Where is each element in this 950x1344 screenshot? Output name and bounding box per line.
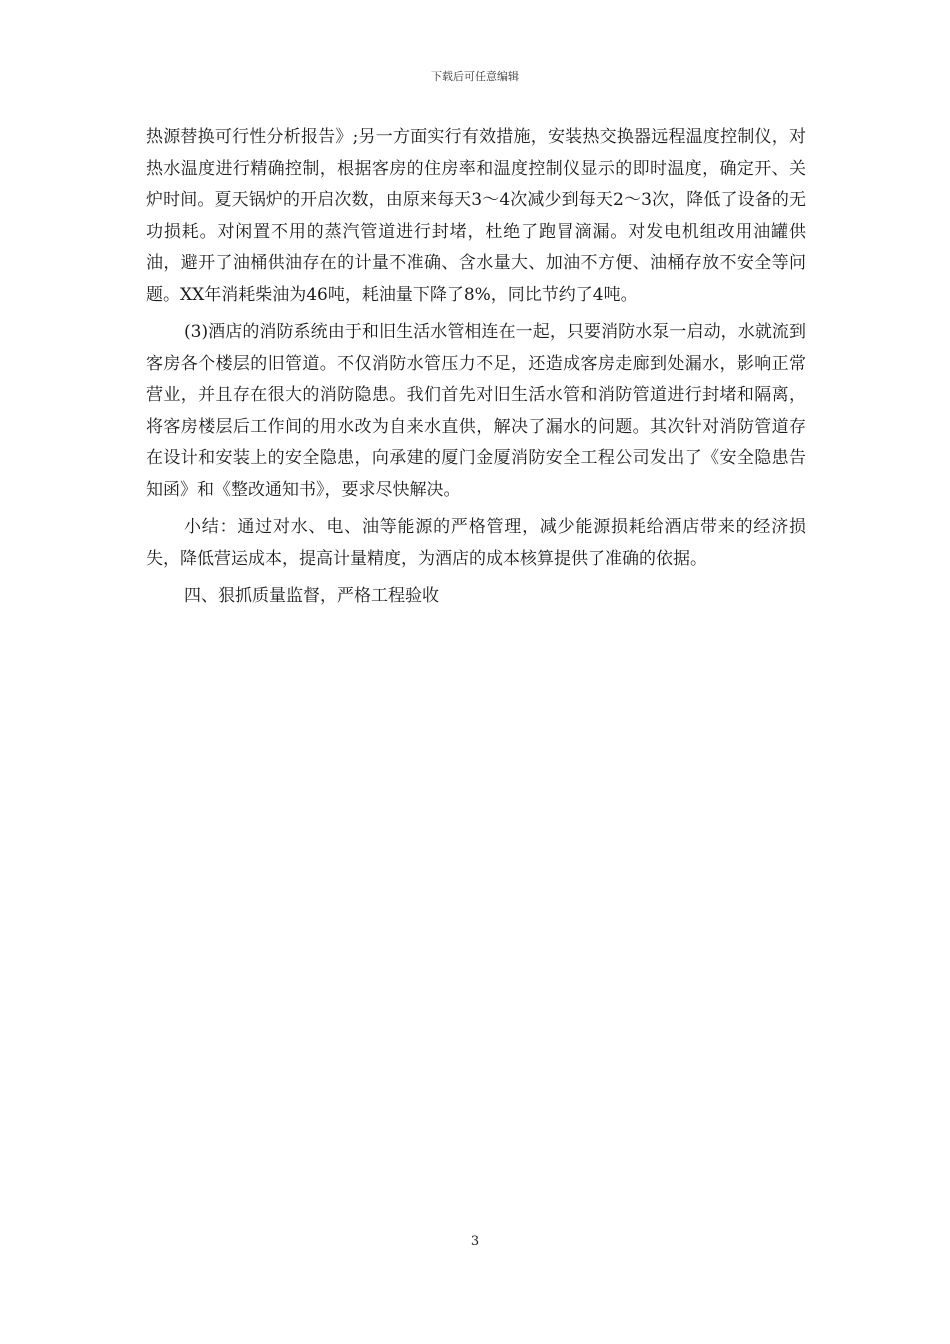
page-header: 下载后可任意编辑	[431, 70, 519, 83]
paragraph-heat-source: 热源替换可行性分析报告》;另一方面实行有效措施，安装热交换器远程温度控制仪，对热水温度进行精确控制，根据客房的住房率和温度控制仪显示的即时温度，确定开、关炉时间。夏天锅炉的开启次数，由原来每天3～4次减少到每天2～3次，降低了设备的无功损耗。对闲置不用的蒸汽管道进行封堵，杜绝了跑冒滴漏。对发电机组改用油罐供油，避开了油桶供油存在的计量不准确、含水量大、加油不方便、油桶存放不安全等问题。XX年消耗柴油为46吨，耗油量下降了8%，同比节约了4吨。	[146, 127, 806, 305]
document-body	[146, 122, 806, 619]
section-heading-quality: 四、狠抓质量监督，严格工程验收	[184, 586, 439, 606]
paragraph-summary: 小结：通过对水、电、油等能源的严格管理，减少能源损耗给酒店带来的经济损失，降低营运成本，提高计量精度，为酒店的成本核算提供了准确的依据。	[146, 517, 806, 569]
page-number: 3	[470, 1234, 480, 1249]
paragraph-fire-system: (3)酒店的消防系统由于和旧生活水管相连在一起，只要消防水泵一启动，水就流到客房各个楼层的旧管道。不仅消防水管压力不足，还造成客房走廊到处漏水，影响正常营业，并且存在很大的消防隐患。我们首先对旧生活水管和消防管道进行封堵和隔离，将客房楼层后工作间的用水改为自来水直供，解决了漏水的问题。其次针对消防管道存在设计和安装上的安全隐患，向承建的厦门金厦消防安全工程公司发出了《安全隐患告知函》和《整改通知书》，要求尽快解决。	[146, 322, 806, 500]
